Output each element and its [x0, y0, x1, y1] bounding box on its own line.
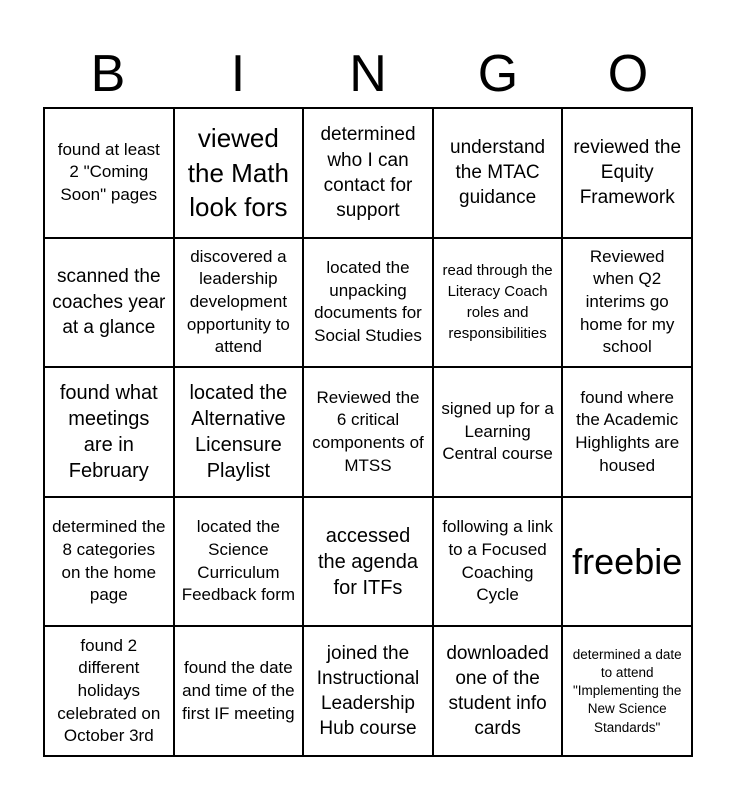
bingo-cell[interactable]: located the Alternative Licensure Playlist	[174, 367, 304, 497]
bingo-board	[43, 107, 693, 757]
bingo-cell[interactable]: understand the MTAC guidance	[433, 108, 563, 238]
bingo-cell[interactable]: downloaded one of the student info cards	[433, 626, 563, 756]
header-letter-g: G	[477, 45, 519, 103]
header-letter-b: B	[90, 45, 126, 103]
bingo-cell[interactable]: accessed the agenda for ITFs	[303, 497, 433, 627]
bingo-cell[interactable]: found where the Academic Highlights are housed	[562, 367, 692, 497]
bingo-cell[interactable]: found the date and time of the first IF meeting	[174, 626, 304, 756]
bingo-cell[interactable]: located the Science Curriculum Feedback form	[174, 497, 304, 627]
bingo-cell[interactable]: determined the 8 categories on the home page	[44, 497, 174, 627]
header-letter-o: O	[607, 45, 649, 103]
bingo-cell[interactable]: joined the Instructional Leadership Hub course	[303, 626, 433, 756]
bingo-cell[interactable]: following a link to a Focused Coaching Cycle	[433, 497, 563, 627]
bingo-header	[43, 40, 693, 108]
bingo-cell[interactable]: located the unpacking documents for Social Studies	[303, 238, 433, 368]
bingo-cell[interactable]: found 2 different holidays celebrated on October 3rd	[44, 626, 174, 756]
free-space-cell[interactable]: freebie	[562, 497, 692, 627]
bingo-cell[interactable]: Reviewed the 6 critical components of MTSS	[303, 367, 433, 497]
bingo-cell[interactable]: determined who I can contact for support	[303, 108, 433, 238]
header-letter-i: I	[230, 45, 246, 103]
bingo-cell[interactable]: found what meetings are in February	[44, 367, 174, 497]
bingo-cell[interactable]: determined a date to attend "Implementing the New Science Standards"	[562, 626, 692, 756]
bingo-cell[interactable]: scanned the coaches year at a glance	[44, 238, 174, 368]
bingo-cell[interactable]: Reviewed when Q2 interims go home for my school	[562, 238, 692, 368]
bingo-cell[interactable]: found at least 2 "Coming Soon" pages	[44, 108, 174, 238]
header-letter-n: N	[349, 45, 387, 103]
bingo-cell[interactable]: read through the Literacy Coach roles and responsibilities	[433, 238, 563, 368]
bingo-cell[interactable]: signed up for a Learning Central course	[433, 367, 563, 497]
bingo-cell[interactable]: viewed the Math look fors	[174, 108, 304, 238]
bingo-cell[interactable]: discovered a leadership development opportunity to attend	[174, 238, 304, 368]
bingo-cell[interactable]: reviewed the Equity Framework	[562, 108, 692, 238]
